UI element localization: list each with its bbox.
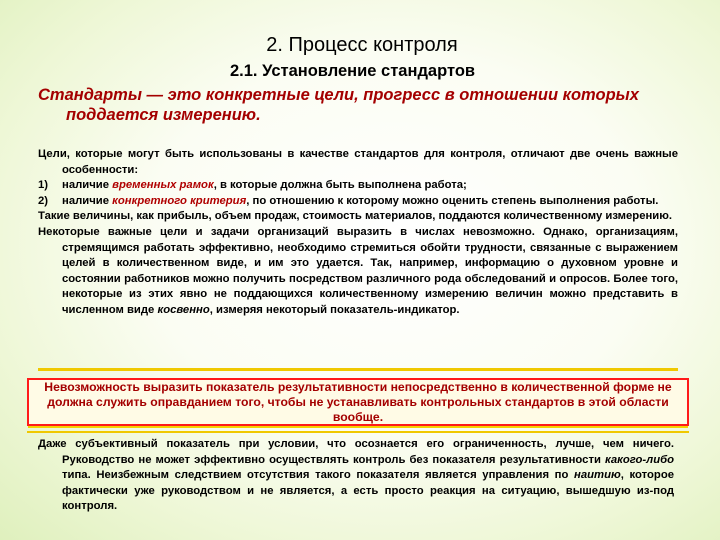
tail-text-2: типа. Неизбежным следствием отсутствия такого показателя является управления по xyxy=(62,469,575,482)
goals-paragraph xyxy=(38,225,678,319)
list-text: , в которые должна быть выполнена работа; xyxy=(213,179,467,192)
list-number: 1) xyxy=(38,179,49,192)
tail-text-3: , которое фактически уже руководством и не является, а есть просто реакция на ситуацию, вышедшую из-под контроля. xyxy=(62,469,675,513)
definition-line-2: поддается измерению. xyxy=(66,106,261,124)
main-text xyxy=(38,147,678,371)
definition-line-1: Стандарты — это конкретные цели, прогресс в отношении которых xyxy=(38,86,639,104)
list-item-2 xyxy=(38,194,678,210)
quantity-paragraph: Такие величины, как прибыль, объем продаж, стоимость материалов, поддаются количественному измерению. xyxy=(38,210,673,223)
list-text: наличие xyxy=(62,194,113,207)
list-item-1 xyxy=(38,178,678,194)
definition xyxy=(38,85,688,125)
tail-paragraph xyxy=(38,437,674,515)
intro-paragraph: Цели, которые могут быть использованы в качестве стандартов для контроля, отличают две очень важные особенности: xyxy=(38,148,678,176)
goals-text-end: , измеряя некоторый показатель-индикатор. xyxy=(209,303,460,316)
tail-italic-2: наитию xyxy=(574,469,621,482)
slide-subtitle: 2.1. Установление стандартов xyxy=(230,62,476,80)
tail-italic-1: какого-либо xyxy=(604,453,674,466)
slide-title: 2. Процесс контроля xyxy=(266,34,458,56)
warning-box: Невозможность выразить показатель результативности непосредственно в количественной форме не должна служить оправданием того, чтобы не устанавливать контрольных стандартов в этой области вообще. xyxy=(27,378,689,426)
list-number: 2) xyxy=(38,194,49,207)
goals-italic: косвенно xyxy=(157,303,210,316)
list-highlight: временных рамок xyxy=(112,179,214,192)
tail-divider xyxy=(27,431,689,433)
tail-text-1: Даже субъективный показатель при условии, что осознается его ограниченность, лучше, чем ничего. Руководство не может эффективно осуществлять контроль без показателя результативности xyxy=(38,438,674,466)
list-highlight: конкретного критерия xyxy=(112,194,247,207)
goals-text: Некоторые важные цели и задачи организаций выразить в числах невозможно. Однако, организациям, стремящимся работать эффективно, необходимо стремиться обойти трудности, связанные с выражением целей в количественном виде, и им это удается. Так, например, информацию о духовном уровне и состоянии работников можно получить посредством различного рода обследований и опросов. Более того, некоторые из этих явно не поддающихся количественному измерению величин можно представить в численном виде xyxy=(38,225,678,316)
list-text: наличие xyxy=(62,179,113,192)
list-text: , по отношению к которому можно оценить степень выполнения работы. xyxy=(246,194,659,207)
